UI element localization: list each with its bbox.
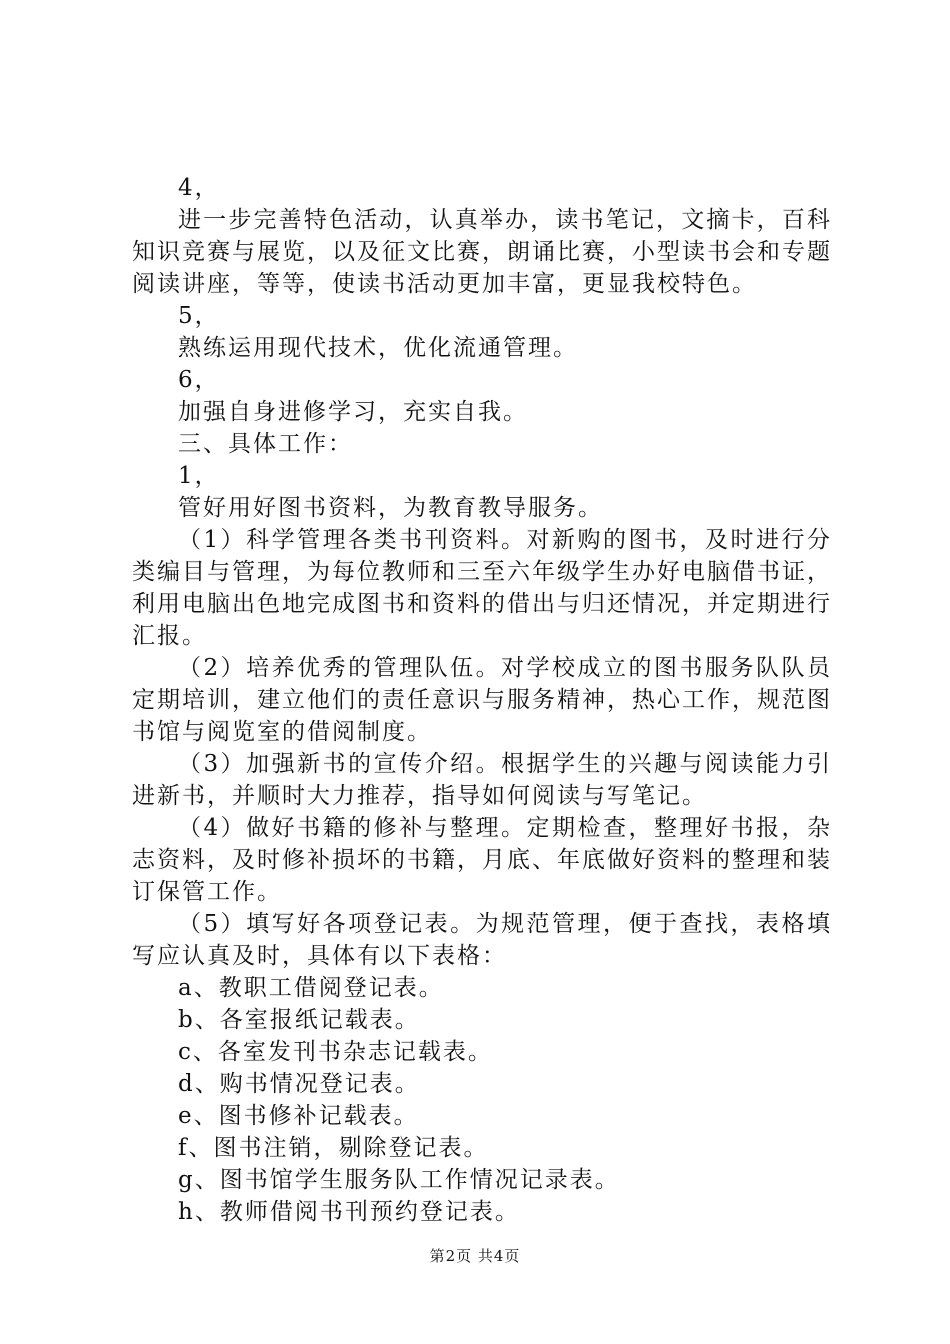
paragraph-item-number-5: 5， <box>178 303 220 329</box>
paragraph-item-number-6: 6， <box>178 367 220 393</box>
list-item-form-e: e、图书修补记载表。 <box>178 1103 419 1129</box>
paragraph-modern-technology: 熟练运用现代技术，优化流通管理。 <box>178 335 578 361</box>
document-body <box>132 172 832 1228</box>
paragraph-item-number-4: 4， <box>178 175 220 201</box>
list-item-form-c: c、各室发刊书杂志记载表。 <box>178 1039 493 1065</box>
paragraph-sub-item-3: （3）加强新书的宣传介绍。根据学生的兴趣与阅读能力引进新书，并顺时大力推荐，指导如何阅读与写笔记。 <box>132 751 832 809</box>
paragraph-sub-item-4: （4）做好书籍的修补与整理。定期检查，整理好书报，杂志资料，及时修补损坏的书籍，月底、年底做好资料的整理和装订保管工作。 <box>132 815 832 905</box>
paragraph-self-study: 加强自身进修学习，充实自我。 <box>178 399 528 425</box>
list-item-form-b: b、各室报纸记载表。 <box>178 1007 420 1033</box>
paragraph-feature-activities: 进一步完善特色活动，认真举办，读书笔记，文摘卡，百科知识竞赛与展览，以及征文比赛，朗诵比赛，小型读书会和专题阅读讲座，等等，使读书活动更加丰富，更显我校特色。 <box>132 207 832 297</box>
list-item-form-a: a、教职工借阅登记表。 <box>178 975 444 1001</box>
list-item-form-f: f、图书注销，剔除登记表。 <box>178 1135 489 1161</box>
paragraph-sub-item-5: （5）填写好各项登记表。为规范管理，便于查找，表格填写应认真及时，具体有以下表格： <box>132 911 832 969</box>
paragraph-sub-item-2: （2）培养优秀的管理队伍。对学校成立的图书服务队队员定期培训，建立他们的责任意识与服务精神，热心工作，规范图书馆与阅览室的借阅制度。 <box>132 655 832 745</box>
section-heading-specific-work: 三、具体工作： <box>178 431 353 457</box>
list-item-form-g: g、图书馆学生服务队工作情况记录表。 <box>178 1167 620 1193</box>
list-item-form-d: d、购书情况登记表。 <box>178 1071 420 1097</box>
paragraph-manage-materials: 管好用好图书资料，为教育教导服务。 <box>178 495 603 521</box>
paragraph-item-number-1: 1， <box>178 463 220 489</box>
paragraph-sub-item-1: （1）科学管理各类书刊资料。对新购的图书，及时进行分类编目与管理，为每位教师和三至六年级学生办好电脑借书证，利用电脑出色地完成图书和资料的借出与归还情况，并定期进行汇报。 <box>132 527 832 649</box>
page-number-footer: 第2页 共4页 <box>429 1247 521 1265</box>
list-item-form-h: h、教师借阅书刊预约登记表。 <box>178 1199 520 1225</box>
